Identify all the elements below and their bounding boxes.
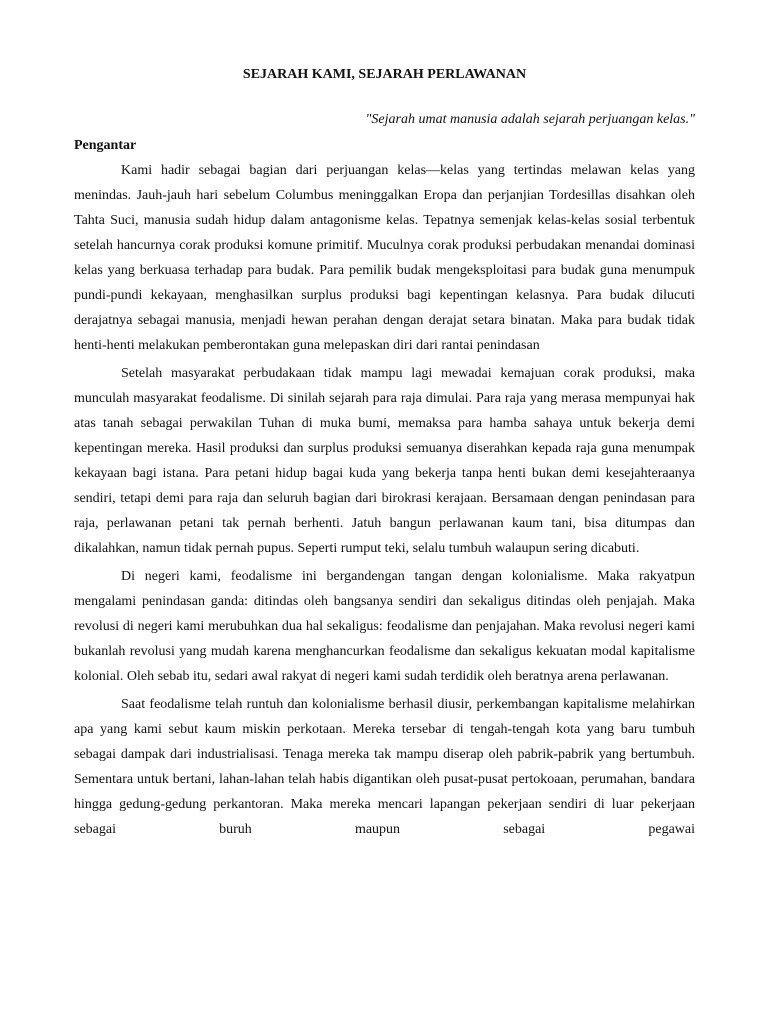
paragraph-2: Setelah masyarakat perbudakaan tidak mampu lagi mewadai kemajuan corak produksi, maka munculah masyarakat feodalisme. Di sinilah sejarah para raja dimulai. Para raja yang merasa mempunyai hak atas tanah sebagai perwakilan Tuhan di muka bumi, memaksa para hamba sahaya untuk bekerja demi kepentingan mereka. Hasil produksi dan surplus produksi semuanya diserahkan kepada raja guna menumpak kekayaan bagi istana. Para petani hidup bagai kuda yang bekerja tanpa henti bukan demi kesejahteraanya sendiri, tetapi demi para raja dan seluruh bagian dari birokrasi kerajaan. Bersamaan dengan penindasan para raja, perlawanan petani tak pernah berhenti. Jatuh bangun perlawanan kaum tani, bisa ditumpas dan dikalahkan, namun tidak pernah pupus. Seperti rumput teki, selalu tumbuh walaupun sering dicabuti.	[74, 366, 695, 556]
paragraph-1: Kami hadir sebagai bagian dari perjuangan kelas—kelas yang tertindas melawan kelas yang menindas. Jauh-jauh hari sebelum Columbus meninggalkan Eropa dan perjanjian Tordesillas disahkan oleh Tahta Suci, manusia sudah hidup dalam antagonisme kelas. Tepatnya semenjak kelas-kelas sosial terbentuk setelah hancurnya corak produksi komune primitif. Muculnya corak produksi perbudakan menandai dominasi kelas yang berkuasa terhadap para budak. Para pemilik budak mengeksploitasi para budak guna menumpuk pundi-pundi kekayaan, menghasilkan surplus produksi bagi kepentingan kelasnya. Para budak dilucuti derajatnya sebagai manusia, menjadi hewan perahan dengan derajat setara binatan. Maka para budak tidak henti-henti melakukan pemberontakan guna melepaskan diri dari rantai penindasan	[74, 163, 695, 353]
paragraph-4: Saat feodalisme telah runtuh dan kolonialisme berhasil diusir, perkembangan kapitalisme melahirkan apa yang kami sebut kaum miskin perkotaan. Mereka tersebar di tengah-tengah kota yang baru tumbuh sebagai dampak dari industrialisasi. Tenaga mereka tak mampu diserap oleh pabrik-pabrik yang bertumbuh. Sementara untuk bertani, lahan-lahan telah habis digantikan oleh pusat-pusat pertokoaan, perumahan, bandara hingga gedung-gedung perkantoran. Maka mereka mencari lapangan pekerjaan sendiri di luar pekerjaan sebagai buruh maupun sebagai pegawai	[74, 697, 695, 837]
section-heading: Pengantar	[74, 138, 137, 153]
document-page	[74, 66, 695, 842]
epigraph-quote: "Sejarah umat manusia adalah sejarah perjuangan kelas."	[365, 112, 695, 127]
paragraph-3: Di negeri kami, feodalisme ini bergandengan tangan dengan kolonialisme. Maka rakyatpun mengalami penindasan ganda: ditindas oleh bangsanya sendiri dan sekaligus ditindas oleh penjajah. Maka revolusi di negeri kami merubuhkan dua hal sekaligus: feodalisme dan penjajahan. Maka revolusi negeri kami bukanlah revolusi yang mudah karena menghancurkan feodalisme dan sekaligus kekuatan modal kapitalisme kolonial. Oleh sebab itu, sedari awal rakyat di negeri kami sudah terdidik oleh beratnya arena perlawanan.	[74, 569, 695, 684]
document-title: SEJARAH KAMI, SEJARAH PERLAWANAN	[242, 67, 527, 82]
